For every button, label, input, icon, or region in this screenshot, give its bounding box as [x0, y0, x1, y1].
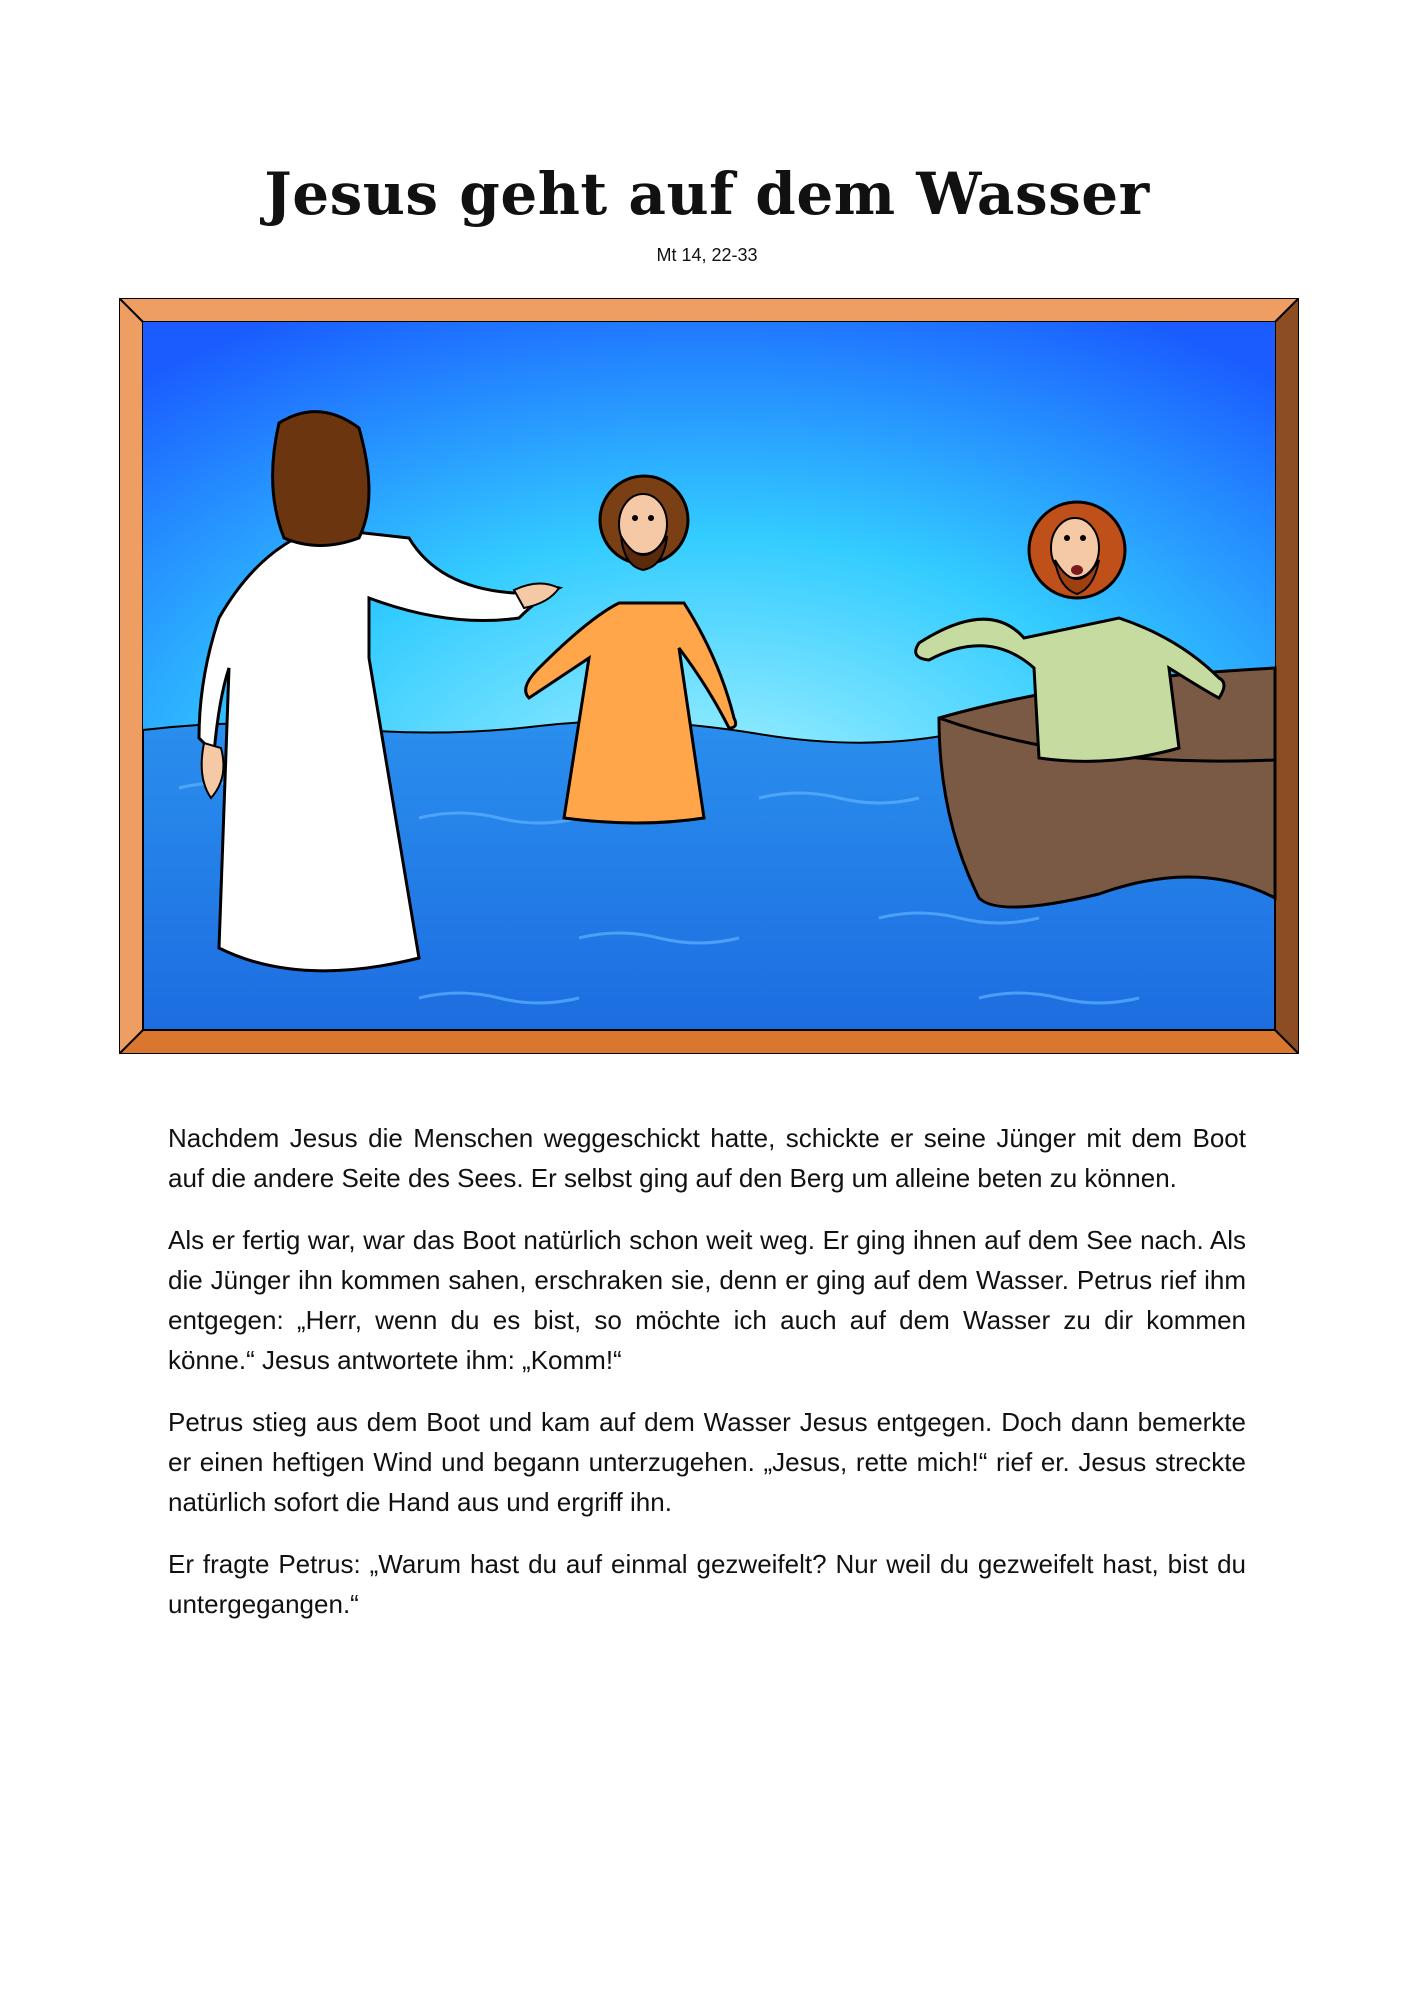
story-text	[168, 1118, 1246, 1646]
illustration-frame	[119, 298, 1299, 1054]
paragraph: Er fragte Petrus: „Warum hast du auf einmal gezweifelt? Nur weil du gezweifelt hast, bist du untergegangen.“	[168, 1549, 1246, 1619]
paragraph: Petrus stieg aus dem Boot und kam auf dem Wasser Jesus entgegen. Doch dann bemerkte er einen heftigen Wind und begann unterzugehen. „Jesus, rette mich!“ rief er. Jesus streckte natürlich sofort die Hand aus und ergriff ihn.	[168, 1407, 1246, 1517]
paragraph: Nachdem Jesus die Menschen weggeschickt hatte, schickte er seine Jünger mit dem Boot auf die andere Seite des Sees. Er selbst ging auf den Berg um alleine beten zu können.	[168, 1123, 1246, 1193]
page-title: Jesus geht auf dem Wasser	[264, 160, 1150, 228]
paragraph: Als er fertig war, war das Boot natürlich schon weit weg. Er ging ihnen auf dem See nach. Als die Jünger ihn kommen sahen, erschraken sie, denn er ging auf dem Wasser. Petrus rief ihm entgegen: „Herr, wenn du es bist, so möchte ich auch auf dem Wasser zu dir kommen könne.“ Jesus antwortete ihm: „Komm!“	[168, 1225, 1246, 1375]
bible-reference: Mt 14, 22-33	[656, 245, 758, 265]
illustration	[119, 298, 1299, 1054]
